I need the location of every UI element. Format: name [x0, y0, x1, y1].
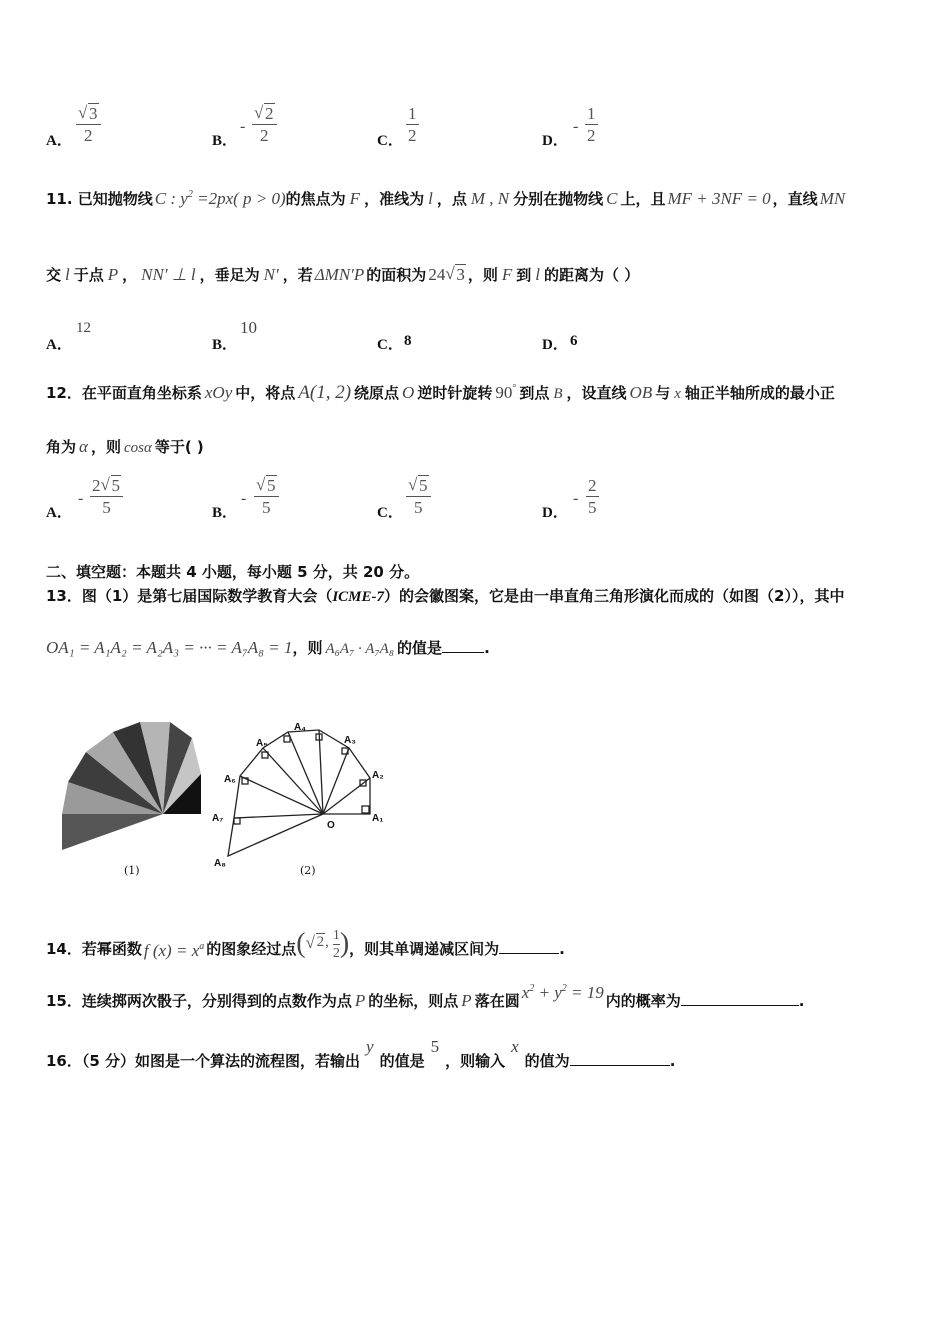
- q11-option-a-value: 12: [76, 320, 91, 336]
- q11-line2: 交 l 于点 P ， NN′ ⊥ l ，垂足为 N′ ，若 ΔMN′P 的面积为 24√ 3 ，则 F 到 l 的距离为（ ）: [46, 264, 639, 285]
- q10-option-a-label: A．: [46, 133, 72, 149]
- q13-equation: OA₁ = A₁A₂ = A₂A₃ = ··· = A₇A₈ = 1: [46, 638, 293, 657]
- q12-line2: 角为 α ，则 cosα 等于( ): [46, 437, 204, 456]
- label-a8: A₈: [214, 858, 226, 869]
- q10-option-d-label: D．: [542, 133, 568, 149]
- q14-line: 14．若幂函数 f $(x) = x^a$ 的图象经过点(√ 2, $\frac{1}{2}$ )，则其单调递减区间为 .: [46, 928, 565, 968]
- q10-option-c-label: C．: [377, 133, 403, 149]
- q11-option-c-label: C．: [377, 337, 403, 353]
- minus-sign: -: [241, 490, 247, 507]
- spiral-triangle-figure: [208, 718, 396, 874]
- label-a3: A₃: [344, 735, 356, 746]
- q12-option-b-label: B．: [212, 505, 238, 521]
- q12-option-d-label: D．: [542, 505, 568, 521]
- label-a7: A₇: [212, 813, 224, 824]
- q11-option-b-label: B．: [212, 337, 238, 353]
- icme-emblem-figure: [58, 718, 204, 858]
- q12-option-a-label: A．: [46, 505, 72, 521]
- q11-option-c-value: 8: [404, 333, 412, 349]
- section-title: 二、填空题：本题共 4 小题，每小题 5 分，共 20 分。: [46, 563, 420, 581]
- q10-option-b-label: B．: [212, 133, 238, 149]
- q10-option-b-value: √ $\frac{2}{2}$: [252, 104, 277, 147]
- q10-option-a-value: √ $\frac{3}{2}$: [76, 104, 101, 147]
- q10-option-d-value: $\frac{1}{2}$: [587, 104, 596, 145]
- minus-sign: -: [573, 118, 579, 135]
- label-a1: A₁: [372, 813, 384, 824]
- q12-option-d-value: $\frac{2}{5}$: [588, 476, 597, 517]
- q15-line: 15．连续掷两次骰子，分别得到的点数作为点 P 的坐标，则点 P 落在圆 $x^2 + y^2 = 19$ 内的概率为 .: [46, 983, 805, 1010]
- label-a2: A₂: [372, 770, 384, 781]
- q11-option-d-label: D．: [542, 337, 568, 353]
- label-a5: A₅: [256, 738, 268, 749]
- figure-1-caption: (1): [124, 864, 140, 877]
- figure-2-caption: (2): [300, 864, 316, 877]
- q13-line1: 13．图（1）是第七届国际数学教育大会（ICME-7）的会徽图案，它是由一串直角三角形演化而成的（如图（2）），其中: [46, 587, 845, 605]
- minus-sign: -: [240, 118, 246, 135]
- q11-line1: 11. 已知抛物线 C : $y^2 =2px$( p > 0)的焦点为 F ，准线为 l ，点 M , N 分别在抛物线 C 上，且 MF + 3NF = 0 ，直线 MN: [46, 189, 846, 208]
- q16-line: 16．（5 分）如图是一个算法的流程图，若输出y的值是5，则输入x的值为 .: [46, 1037, 676, 1070]
- q12-option-c-value: √ $\frac{5}{5}$: [406, 476, 431, 519]
- q13-line2: OA₁ = A₁A₂ = A₂A₃ = ··· = A₇A₈ = 1，则 A₆A₇ · A₇A₈ 的值是 .: [46, 638, 490, 657]
- q11-option-a-label: A．: [46, 337, 72, 353]
- minus-sign: -: [573, 490, 579, 507]
- label-a6: A₆: [224, 774, 236, 785]
- minus-sign: -: [78, 490, 84, 507]
- q12-option-b-value: √ $\frac{5}{5}$: [254, 476, 279, 519]
- q12-option-a-value: $\frac{2√ 5}{5}$: [90, 476, 123, 519]
- q12-line1: 12．在平面直角坐标系 xOy 中，将点 A(1, 2) 绕原点 O 逆时针旋转 90° 到点 B ，设直线 OB 与 x 轴正半轴所成的最小正: [46, 382, 835, 403]
- q10-option-c-value: $\frac{1}{2}$: [408, 104, 417, 145]
- label-o: O: [327, 820, 335, 831]
- q12-option-c-label: C．: [377, 505, 403, 521]
- q11-option-b-value: 10: [240, 318, 257, 337]
- label-a4: A₄: [294, 722, 306, 733]
- q11-option-d-value: 6: [570, 333, 578, 349]
